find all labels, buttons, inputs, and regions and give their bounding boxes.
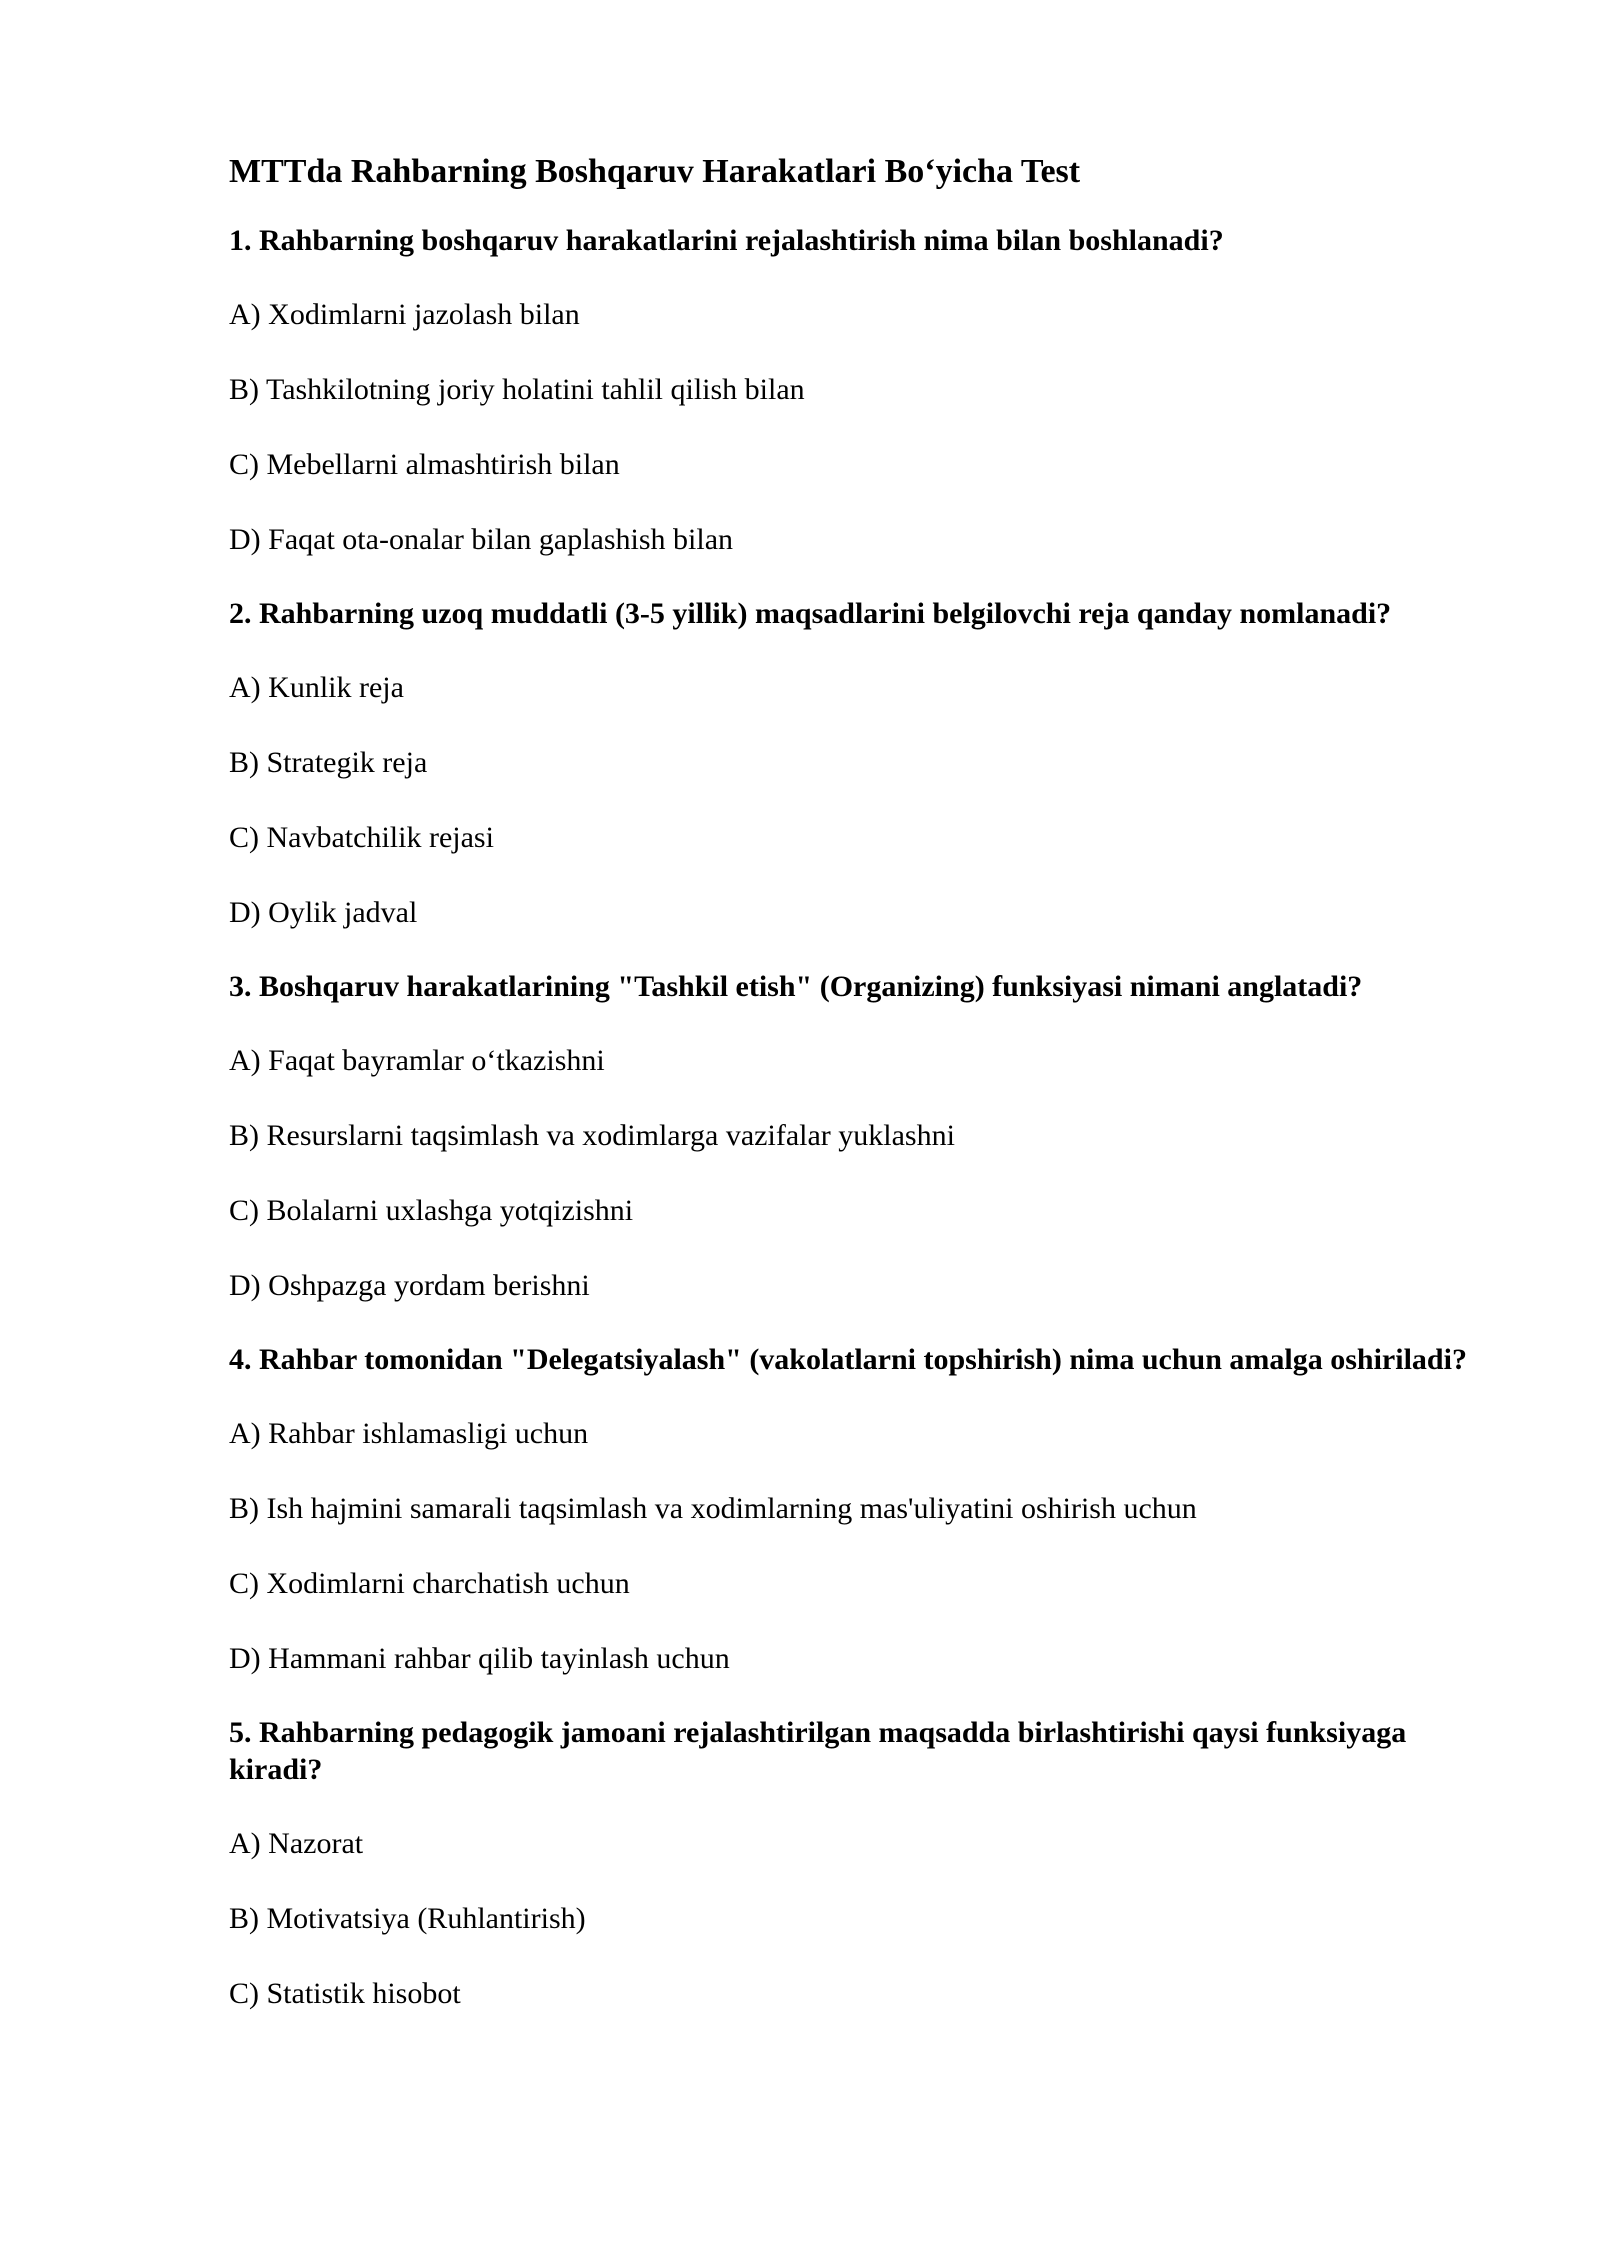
answer-option-c: C) Mebellarni almashtirish bilan bbox=[229, 448, 620, 481]
question-block-4 bbox=[229, 1341, 1489, 1678]
question-block-1 bbox=[229, 222, 1489, 559]
answer-option-c: C) Statistik hisobot bbox=[229, 1977, 461, 2010]
answer-option-b: B) Ish hajmini samarali taqsimlash va xodimlarning mas'uliyatini oshirish uchun bbox=[229, 1492, 1197, 1525]
answer-option-d: D) Oshpazga yordam berishni bbox=[229, 1269, 590, 1302]
question-text: 3. Boshqaruv harakatlarining "Tashkil etish" (Organizing) funksiyasi nimani anglatadi? bbox=[229, 970, 1363, 1003]
question-text: 2. Rahbarning uzoq muddatli (3-5 yillik) maqsadlarini belgilovchi reja qanday nomlanadi? bbox=[229, 597, 1392, 630]
answer-option-c: C) Bolalarni uxlashga yotqizishni bbox=[229, 1194, 634, 1227]
answer-option-b: B) Motivatsiya (Ruhlantirish) bbox=[229, 1902, 586, 1935]
question-text: 1. Rahbarning boshqaruv harakatlarini rejalashtirish nima bilan boshlanadi? bbox=[229, 224, 1224, 257]
question-block-3 bbox=[229, 968, 1489, 1305]
question-text: 5. Rahbarning pedagogik jamoani rejalashtirilgan maqsadda birlashtirishi qaysi funksiyaga kiradi? bbox=[229, 1716, 1407, 1786]
answer-option-a: A) Kunlik reja bbox=[229, 671, 404, 704]
answer-option-d: D) Faqat ota-onalar bilan gaplashish bilan bbox=[229, 523, 734, 556]
answer-option-a: A) Faqat bayramlar o‘tkazishni bbox=[229, 1044, 605, 1077]
answer-option-b: B) Resurslarni taqsimlash va xodimlarga vazifalar yuklashni bbox=[229, 1119, 955, 1152]
document-page bbox=[229, 150, 1489, 2049]
answer-option-b: B) Tashkilotning joriy holatini tahlil qilish bilan bbox=[229, 373, 805, 406]
answer-option-a: A) Nazorat bbox=[229, 1827, 364, 1860]
answer-option-a: A) Rahbar ishlamasligi uchun bbox=[229, 1417, 589, 1450]
document-title: MTTda Rahbarning Boshqaruv Harakatlari Bo‘yicha Test bbox=[229, 153, 1081, 190]
answer-option-b: B) Strategik reja bbox=[229, 746, 428, 779]
answer-option-c: C) Navbatchilik rejasi bbox=[229, 821, 494, 854]
answer-option-d: D) Hammani rahbar qilib tayinlash uchun bbox=[229, 1642, 730, 1675]
answer-option-c: C) Xodimlarni charchatish uchun bbox=[229, 1567, 630, 1600]
answer-option-a: A) Xodimlarni jazolash bilan bbox=[229, 298, 580, 331]
question-block-2 bbox=[229, 595, 1489, 932]
question-text: 4. Rahbar tomonidan "Delegatsiyalash" (vakolatlarni topshirish) nima uchun amalga oshiriladi? bbox=[229, 1343, 1467, 1376]
answer-option-d: D) Oylik jadval bbox=[229, 896, 418, 929]
question-block-5 bbox=[229, 1714, 1489, 2013]
